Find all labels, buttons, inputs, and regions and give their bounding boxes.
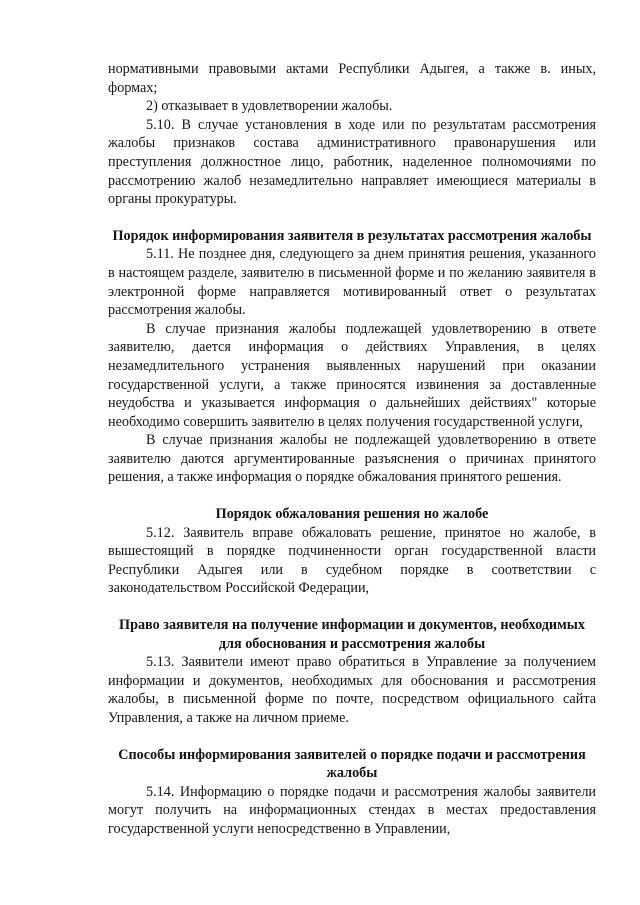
paragraph-rejected-complaint: В случае признания жалобы не подлежащей удовлетворению в ответе заявителю даются аргументированные разъяснения о причинах принятого решения, а также информация о порядке обжалования принятого решения. <box>108 432 596 486</box>
document-page <box>108 60 596 839</box>
section-heading-informing-methods: Способы информирования заявителей о порядке подачи и рассмотрения жалобы <box>118 746 586 782</box>
paragraph-item-2: 2) отказывает в удовлетворении жалобы. <box>146 98 393 115</box>
paragraph-satisfied-complaint: В случае признания жалобы подлежащей удовлетворению в ответе заявителю, дается информация о действиях Управления, в целях незамедлительного устранения выявленных нарушений при оказании государственной услуги, а также приносятся извинения за доставленные неудобства и указывается информация о дальнейших действиях" которые необходимо совершить заявителю в целях получения государственной услуги, <box>108 320 596 430</box>
section-heading-informing: Порядок информирования заявителя в результатах рассмотрения жалобы <box>112 227 592 244</box>
paragraph-5-11: 5.11. Не позднее дня, следующего за днем принятия решения, указанного в настоящем разделе, заявителю в письменной форме и по желанию заявителя в электронной форме направляется мотивированный ответ о результатах рассмотрения жалобы. <box>108 246 596 319</box>
paragraph-5-12: 5.12. Заявитель вправе обжаловать решение, принятое но жалобе, в вышестоящий в порядке подчиненности орган государственной власти Республики Адыгея или в судебном порядке в соответствии с законодательством Российской Федерации, <box>108 524 596 597</box>
paragraph-continuation: нормативными правовыми актами Республики Адыгея, а также в. иных, формах; <box>108 61 596 96</box>
section-heading-appeal: Порядок обжалования решения но жалобе <box>215 506 489 523</box>
paragraph-5-10: 5.10. В случае установления в ходе или по результатам рассмотрения жалобы признаков состава административного правонарушения или преступления должностное лицо, работник, наделенное полномочиями по рассмотрению жалоб незамедлительно направляет имеющиеся материалы в органы прокуратуры. <box>108 116 596 208</box>
paragraph-5-13: 5.13. Заявители имеют право обратиться в Управление за получением информации и документов, необходимых для обоснования и рассмотрения жалобы, в письменной форме по почте, посредством официального сайта Управления, а также на личном приеме. <box>108 654 596 726</box>
paragraph-5-14: 5.14. Информацию о порядке подачи и рассмотрения жалобы заявители могут получить на информационных стендах в местах предоставления государственной услуги непосредственно в Управлении, <box>108 783 596 837</box>
section-heading-right-to-information: Право заявителя на получение информации и документов, необходимых для обоснования и рассмотрения жалобы <box>119 617 585 652</box>
